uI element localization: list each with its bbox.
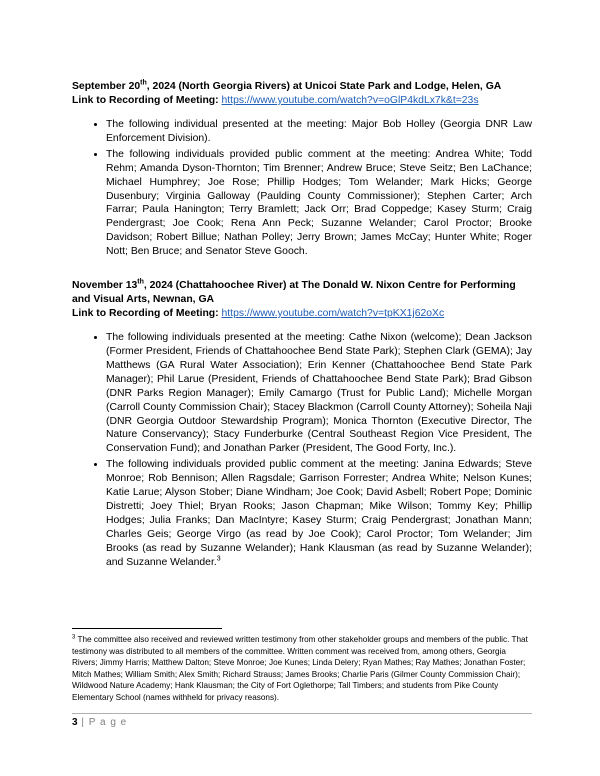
list-item: • The following individuals provided public comment at the meeting: Andrea White; Todd Rehm; Amanda Dyson-Thornton; Tim Brenner; Andrew Bruce; Steve Seitz; Ben LaChance; Michael Humphrey; Joe Rose; Phillip Hodges; Tom Welander; Mark Hicks; George Dusenbury; Virginia Galloway (Paulding County Commissioner); Stephen Carter; Arch Farrar; Paula Hanington; Terry Bramlett; Jack Orr; Brad Coppedge; Kasey Sturm; Craig Pendergrast; Joe Cook; Rena Ann Peck; Suzanne Welander; Carol Proctor; Brooke Davidson; Robert Billue; Nathan Polley; Jerry Brown; James McCay; Hunter White; Roger Nott; Ben Bruce; and Senator Steve Gooch. [106,148,532,259]
meeting-section-november [72,279,532,569]
list-item: • The following individuals presented at the meeting: Cathe Nixon (welcome); Dean Jackson (Former President, Friends of Chattahoochee Bend State Park); Stephen Clark (GEMA); Jay Matthews (GA Rural Water Association); Erin Kenner (Chattahoochee Bend State Park Manager); Phil Larue (President, Friends of Chattahoochee Bend State Park); Brad Gibson (DNR Parks Region Manager); Emily Camargo (Trust for Public Land); Michelle Morgan (Carroll County Commission Chair); Stacey Blackmon (Carroll County Attorney); Soheila Naji (DNR Georgia Outdoor Stewardship Program); Monica Thornton (Executive Director, The Nature Conservancy); Stacy Funderburke (Central Southeast Region Vice President, The Conservation Fund); and Jonathan Parker (President, The Good Forty, Inc.). [106,331,532,456]
document-body [72,80,532,589]
recording-link[interactable]: https://www.youtube.com/watch?v=oGlP4kdLx7k&t=23s [221,95,479,106]
bullet-list [72,331,532,569]
footnote-marker: 3 [72,634,76,641]
footnote-divider [72,628,222,629]
recording-link-label: Link to Recording of Meeting: [72,308,219,320]
footer-divider [72,713,532,714]
page-number: 3 [72,717,78,728]
bullet-list [72,118,532,259]
meeting-heading: November 13th, 2024 (Chattahoochee River) at The Donald W. Nixon Centre for Performing and Visual Arts, Newnan, GA [72,278,516,306]
footnote [72,634,532,704]
recording-link-label: Link to Recording of Meeting: [72,95,219,106]
meeting-section-september [72,80,532,259]
list-item: • The following individual presented at the meeting: Major Bob Holley (Georgia DNR Law Enforcement Division). [106,118,532,146]
page-word: P a g e [88,717,128,728]
recording-link-line [72,307,532,321]
recording-link-line [72,94,532,108]
footnote-reference[interactable]: 3 [216,555,221,563]
recording-link[interactable]: https://www.youtube.com/watch?v=tpKX1j62oXc [221,308,445,320]
page-separator: | [77,717,89,728]
list-item: • The following individuals provided public comment at the meeting: Janina Edwards; Steve Monroe; Rob Bennison; Allen Ragsdale; Garrison Forrester; Andrea White; Nelson Kunes; Katie Larue; Alyson Stober; Diane Windham; Joe Cook; David Asbell; Robert Pope; Dominic Distretti; Joey Thiel; Bryan Rooks; Jason Chapman; Mike Wilson; Tommy Key; Phillip Hodges; Julia Franks; Dan MacIntyre; Kasey Sturm; Craig Pendergrast; Jonathan Mann; Charles Geis; George Virgo (as read by Joe Cook); Carol Proctor; Tom Welander; Jim Brooks (as read by Suzanne Welander); Hank Klausman (as read by Suzanne Welander); and Suzanne Welander.$^3$ [106,458,532,569]
meeting-heading: September 20th, 2024 (North Georgia Rivers) at Unicoi State Park and Lodge, Helen, GA [72,79,502,92]
page-footer [72,716,532,730]
footnote-text: The committee also received and reviewed written testimony from other stakeholder groups and members of the public. That testimony was distributed to all members of the committee. Written comment was received from, among others, Georgia Rivers; Jimmy Harris; Matthew Dalton; Steve Monroe; Joe Kunes; Linda Delery; Ryan Mathes; Ray Mathes; Jonathan Foster; Mitch Mathes; William Smith; Alex Smith; Richard Strauss; James Brooks; Charlie Paris (Gilmer County Commission Chair); Wildwood Nature Academy; Hank Klausman; the City of Fort Oglethorpe; Tall Timbers; and students from Pike County Elementary School (names withheld for privacy reasons). [72,635,528,702]
